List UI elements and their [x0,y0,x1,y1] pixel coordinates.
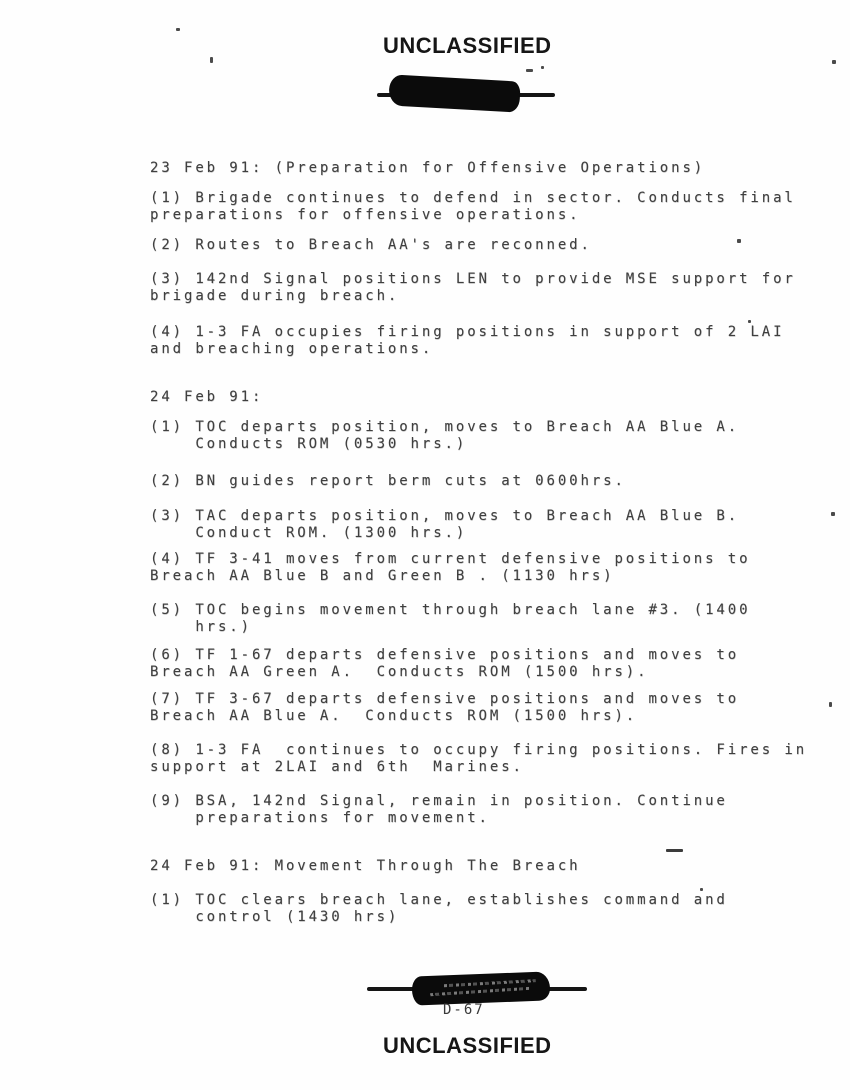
text-line: (3) TAC departs position, moves to Breach AA Blue B. [150,508,740,524]
text-line: (2) Routes to Breach AA's are reconned. [150,237,592,253]
scan-noise [832,60,836,64]
scan-noise [541,66,544,69]
text-line: Conducts ROM (0530 hrs.) [150,436,468,452]
paragraph [150,324,850,358]
text-line: (6) TF 1-67 departs defensive positions and moves to [150,647,740,663]
text-line: Breach AA Green A. Conducts ROM (1500 hrs). [150,664,649,680]
text-line: preparations for movement. [150,810,490,826]
paragraph [150,647,850,681]
text-line: (4) 1-3 FA occupies firing positions in support of 2 LAI [150,324,785,340]
text-line: preparations for offensive operations. [150,207,581,223]
text-line: 23 Feb 91: (Preparation for Offensive Operations) [150,160,706,176]
text-line: support at 2LAI and 6th Marines. [150,759,524,775]
paragraph [150,160,850,177]
redaction-scribble [430,987,530,996]
scan-noise [737,239,741,243]
text-line: (5) TOC begins movement through breach lane #3. (1400 [150,602,751,618]
text-line: (1) Brigade continues to defend in sector. Conducts final [150,190,796,206]
text-line: (9) BSA, 142nd Signal, remain in position. Continue [150,793,728,809]
paragraph [150,551,850,585]
redaction-bar-top [388,74,521,112]
paragraph [150,419,850,453]
text-line: control (1430 hrs) [150,909,400,925]
text-line: and breaching operations. [150,341,434,357]
paragraph [150,858,850,875]
page-number: D-67 [443,1002,485,1018]
text-line: (7) TF 3-67 departs defensive positions and moves to [150,691,740,707]
classification-header: UNCLASSIFIED [383,33,552,58]
text-line: (8) 1-3 FA continues to occupy firing positions. Fires in [150,742,808,758]
redaction-bar-bottom [411,971,550,1005]
text-line: 24 Feb 91: [150,389,264,405]
paragraph [150,793,850,827]
scan-noise [831,512,835,516]
text-line: (2) BN guides report berm cuts at 0600hrs. [150,473,626,489]
text-line: (1) TOC clears breach lane, establishes command and [150,892,728,908]
text-line: (4) TF 3-41 moves from current defensive positions to [150,551,751,567]
text-line: brigade during breach. [150,288,400,304]
text-line: (1) TOC departs position, moves to Breach AA Blue A. [150,419,740,435]
paragraph [150,271,850,305]
text-line: Breach AA Blue B and Green B . (1130 hrs) [150,568,615,584]
paragraph [150,389,850,406]
scan-noise [210,57,213,63]
text-line: 24 Feb 91: Movement Through The Breach [150,858,581,874]
paragraph [150,508,850,542]
text-line: hrs.) [150,619,252,635]
paragraph [150,473,850,490]
text-line: (3) 142nd Signal positions LEN to provide MSE support for [150,271,796,287]
scan-noise [748,320,751,323]
redaction-scribble [444,979,536,987]
paragraph [150,742,850,776]
paragraph [150,691,850,725]
scan-noise [700,888,703,891]
paragraph [150,190,850,224]
text-line: Conduct ROM. (1300 hrs.) [150,525,468,541]
document-body [150,160,850,926]
classification-footer: UNCLASSIFIED [383,1033,552,1058]
margin-dash-mark [666,849,683,852]
paragraph [150,892,850,926]
scan-noise [526,69,533,72]
paragraph [150,602,850,636]
scan-noise [829,702,832,707]
scan-noise [176,28,180,31]
paragraph [150,237,850,254]
text-line: Breach AA Blue A. Conducts ROM (1500 hrs). [150,708,638,724]
